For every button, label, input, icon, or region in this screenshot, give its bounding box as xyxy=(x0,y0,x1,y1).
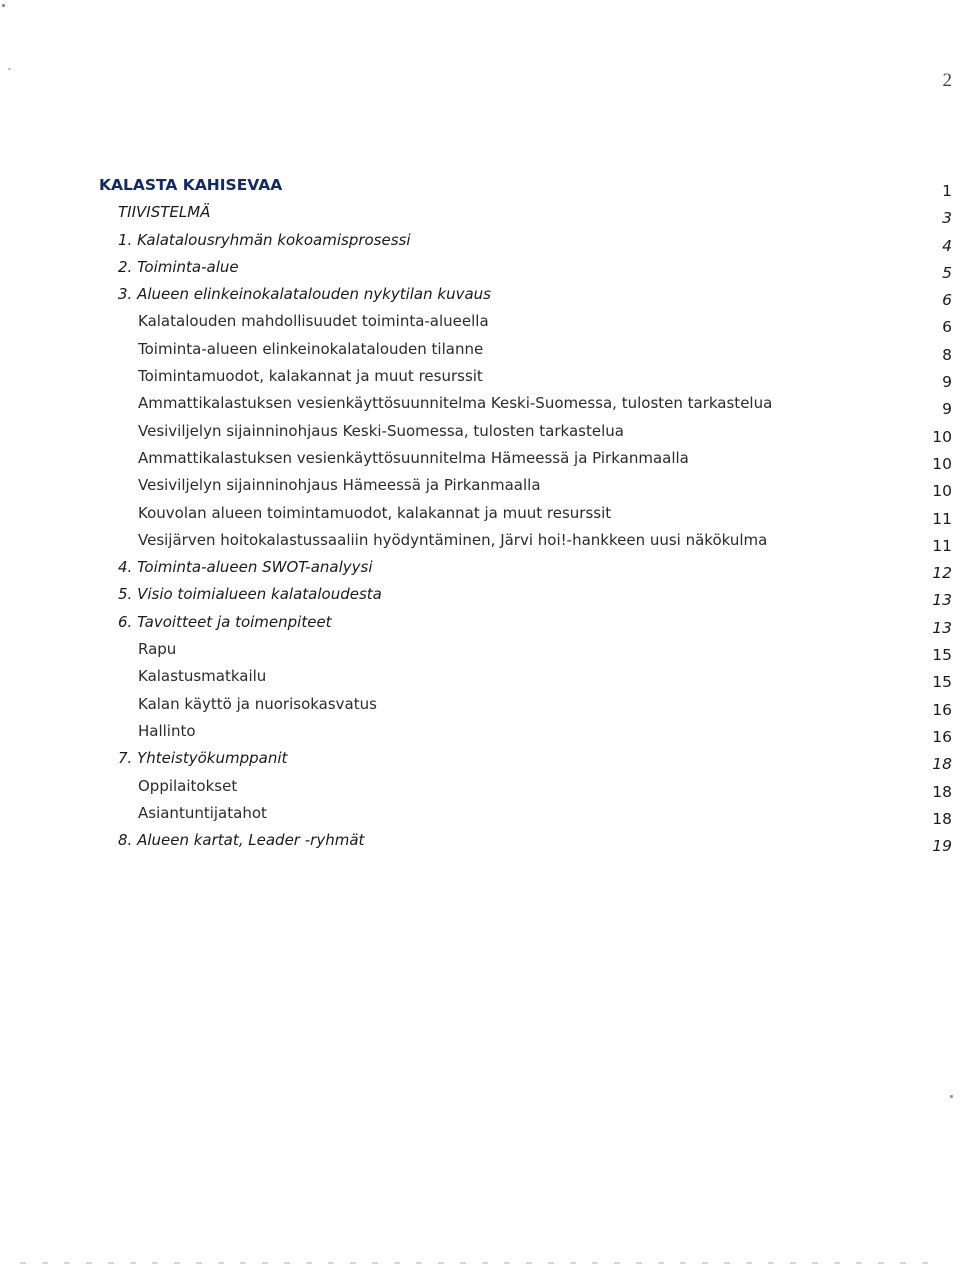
toc-entry-label: 3. Alueen elinkeinokalatalouden nykytilan kuvaus xyxy=(118,285,491,304)
toc-page-number: 9 xyxy=(942,400,952,419)
toc-entry-label: Kouvolan alueen toimintamuodot, kalakannat ja muut resurssit xyxy=(138,503,612,522)
toc-entry-label: Oppilaitokset xyxy=(138,776,238,795)
toc-entry-label: 1. Kalatalousryhmän kokoamisprosessi xyxy=(118,230,411,249)
toc-page-number: 10 xyxy=(932,482,952,501)
toc-entry-label: Kalastusmatkailu xyxy=(138,667,267,686)
toc-page-number: 4 xyxy=(942,236,952,255)
toc-page-number: 15 xyxy=(932,673,952,692)
toc-page-number: 13 xyxy=(932,618,952,637)
toc-entry-label: Kalan käyttö ja nuorisokasvatus xyxy=(138,694,377,713)
toc-page-number: 1 xyxy=(942,182,952,200)
toc-entry[interactable] xyxy=(0,390,960,417)
toc-page-number: 15 xyxy=(932,646,952,665)
toc-entry-label: Toiminta-alueen elinkeinokalatalouden tilanne xyxy=(138,339,484,358)
scan-speck xyxy=(2,4,5,7)
toc-page-number: 16 xyxy=(932,727,952,746)
toc-entry[interactable] xyxy=(0,636,960,663)
toc-page-number: 16 xyxy=(932,700,952,719)
toc-entry[interactable] xyxy=(0,418,960,445)
toc-entry[interactable] xyxy=(0,281,960,308)
toc-entry[interactable] xyxy=(0,827,960,854)
toc-entry[interactable] xyxy=(0,500,960,527)
toc-entry[interactable] xyxy=(0,445,960,472)
toc-page-number: 11 xyxy=(932,536,952,555)
toc-title: KALASTA KAHISEVAA xyxy=(99,176,283,194)
toc-entry[interactable] xyxy=(0,773,960,800)
toc-entry[interactable] xyxy=(0,718,960,745)
scan-speck xyxy=(8,68,11,70)
toc-entry-label: Vesiviljelyn sijainninohjaus Keski-Suomessa, tulosten tarkastelua xyxy=(138,421,624,440)
toc-entry[interactable] xyxy=(0,227,960,254)
toc-page-number: 6 xyxy=(942,318,952,337)
toc-entry[interactable] xyxy=(0,363,960,390)
toc-entry[interactable] xyxy=(0,254,960,281)
toc-entry-label: Toimintamuodot, kalakannat ja muut resurssit xyxy=(138,367,483,386)
toc-entry-label: Asiantuntijatahot xyxy=(138,803,267,822)
toc-entry-label: Vesiviljelyn sijainninohjaus Hämeessä ja Pirkanmaalla xyxy=(138,476,541,495)
toc-entry-label: 4. Toiminta-alueen SWOT-analyysi xyxy=(118,558,373,577)
toc-entry[interactable] xyxy=(0,745,960,772)
toc-page-number: 6 xyxy=(942,291,952,310)
toc-page-number: 8 xyxy=(942,345,952,364)
toc-entry[interactable] xyxy=(0,609,960,636)
toc-page-number: 19 xyxy=(932,837,952,856)
toc-page-number: 5 xyxy=(942,263,952,282)
toc-entry[interactable] xyxy=(0,527,960,554)
page-number: 2 xyxy=(942,70,952,91)
toc-page-number: 9 xyxy=(942,373,952,392)
toc-page-number: 12 xyxy=(932,564,952,583)
toc-page-number: 13 xyxy=(932,591,952,610)
toc-page-number: 3 xyxy=(942,209,952,228)
toc-entry-label: Kalatalouden mahdollisuudet toiminta-alueella xyxy=(138,312,489,331)
toc-entry[interactable] xyxy=(0,800,960,827)
table-of-contents xyxy=(0,172,960,854)
toc-entry-label: 2. Toiminta-alue xyxy=(118,257,239,276)
toc-page-number: 18 xyxy=(932,809,952,828)
toc-page-number: 18 xyxy=(932,782,952,801)
toc-page-number: 11 xyxy=(932,509,952,528)
toc-entry[interactable] xyxy=(0,581,960,608)
toc-entry-label: Rapu xyxy=(138,640,177,659)
toc-entry-label: Hallinto xyxy=(138,721,196,740)
toc-page-number: 10 xyxy=(932,427,952,446)
toc-entry-label: TIIVISTELMÄ xyxy=(118,203,211,222)
toc-entry[interactable] xyxy=(0,472,960,499)
toc-title-row[interactable] xyxy=(0,172,960,199)
toc-entry-label: 6. Tavoitteet ja toimenpiteet xyxy=(118,612,332,631)
toc-entry[interactable] xyxy=(0,336,960,363)
toc-page-number: 10 xyxy=(932,454,952,473)
toc-entry[interactable] xyxy=(0,663,960,690)
scan-speck xyxy=(950,1095,953,1098)
toc-entry[interactable] xyxy=(0,199,960,226)
toc-entry-label: Ammattikalastuksen vesienkäyttösuunnitelma Hämeessä ja Pirkanmaalla xyxy=(138,448,689,467)
toc-entry-label: 8. Alueen kartat, Leader -ryhmät xyxy=(118,831,365,850)
toc-page-number: 18 xyxy=(932,755,952,774)
toc-entry-label: Vesijärven hoitokalastussaaliin hyödyntäminen, Järvi hoi!-hankkeen uusi näkökulma xyxy=(138,530,768,549)
toc-entry-label: Ammattikalastuksen vesienkäyttösuunnitelma Keski-Suomessa, tulosten tarkastelua xyxy=(138,394,773,413)
toc-entry-label: 5. Visio toimialueen kalataloudesta xyxy=(118,585,382,604)
toc-entry[interactable] xyxy=(0,691,960,718)
scan-dust xyxy=(20,1262,940,1264)
toc-entry-label: 7. Yhteistyökumppanit xyxy=(118,749,288,768)
toc-entry[interactable] xyxy=(0,554,960,581)
toc-entry[interactable] xyxy=(0,308,960,335)
